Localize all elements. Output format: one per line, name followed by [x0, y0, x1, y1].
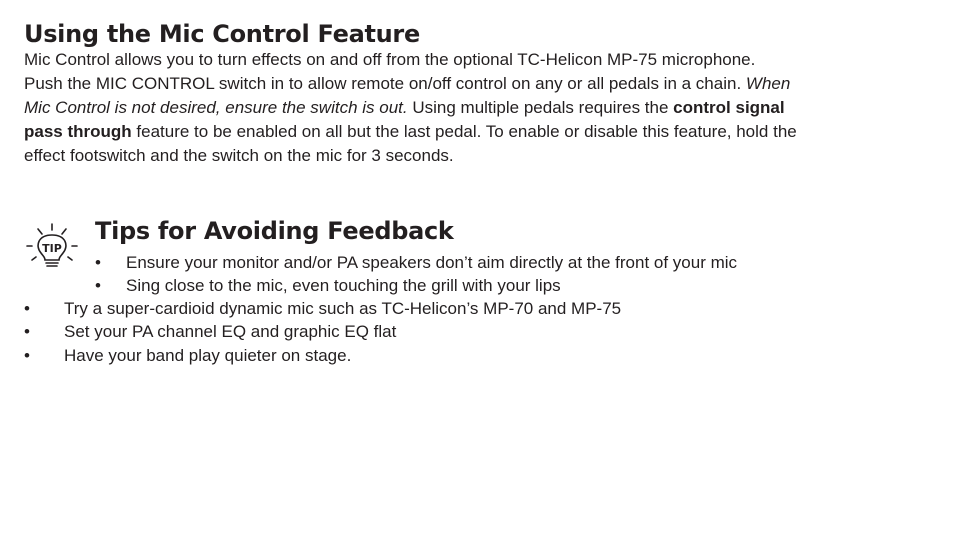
paragraph-line [24, 144, 936, 168]
list-item-text: Set your PA channel EQ and graphic EQ flat [64, 322, 397, 341]
lightbulb-tip-icon [24, 222, 82, 274]
light-ray [68, 257, 72, 260]
bold-text-run: pass through [24, 122, 132, 141]
bullet-marker: • [24, 346, 30, 365]
tip-label: TIP [42, 242, 62, 255]
list-item-text: Have your band play quieter on stage. [64, 346, 352, 365]
text-run: effect footswitch and the switch on the mic for 3 seconds. [24, 146, 454, 165]
light-ray [38, 229, 42, 234]
mic-control-paragraph [24, 48, 936, 168]
section-heading-mic-control: Using the Mic Control Feature [24, 20, 420, 48]
italic-text-run: Mic Control is not desired, ensure the switch is out. [24, 98, 408, 117]
paragraph-line [24, 72, 936, 96]
paragraph-line [24, 48, 936, 72]
text-run: Push the MIC CONTROL switch in to allow remote on/off control on any or all pedals in a chain. [24, 74, 746, 93]
italic-text-run: When [745, 74, 791, 93]
paragraph-line [24, 120, 936, 144]
list-item-text: Ensure your monitor and/or PA speakers don’t aim directly at the front of your mic [126, 253, 738, 272]
bold-text-run: control signal [673, 98, 785, 117]
section-heading-feedback-tips: Tips for Avoiding Feedback [95, 217, 454, 245]
list-item-text: Try a super-cardioid dynamic mic such as TC-Helicon’s MP-70 and MP-75 [64, 299, 622, 318]
paragraph-line [24, 96, 936, 120]
bullet-marker: • [24, 299, 30, 318]
bullet-marker: • [95, 276, 101, 295]
text-run: feature to be enabled on all but the last pedal. To enable or disable this feature, hold the [131, 122, 797, 141]
text-run: Using multiple pedals requires the [407, 98, 674, 117]
list-item-text: Sing close to the mic, even touching the grill with your lips [126, 276, 561, 295]
light-ray [32, 257, 36, 260]
text-run: Mic Control allows you to turn effects on and off from the optional TC-Helicon MP-75 microphone. [24, 50, 756, 69]
bullet-marker: • [95, 253, 101, 272]
light-ray [62, 229, 66, 234]
bullet-marker: • [24, 322, 30, 341]
